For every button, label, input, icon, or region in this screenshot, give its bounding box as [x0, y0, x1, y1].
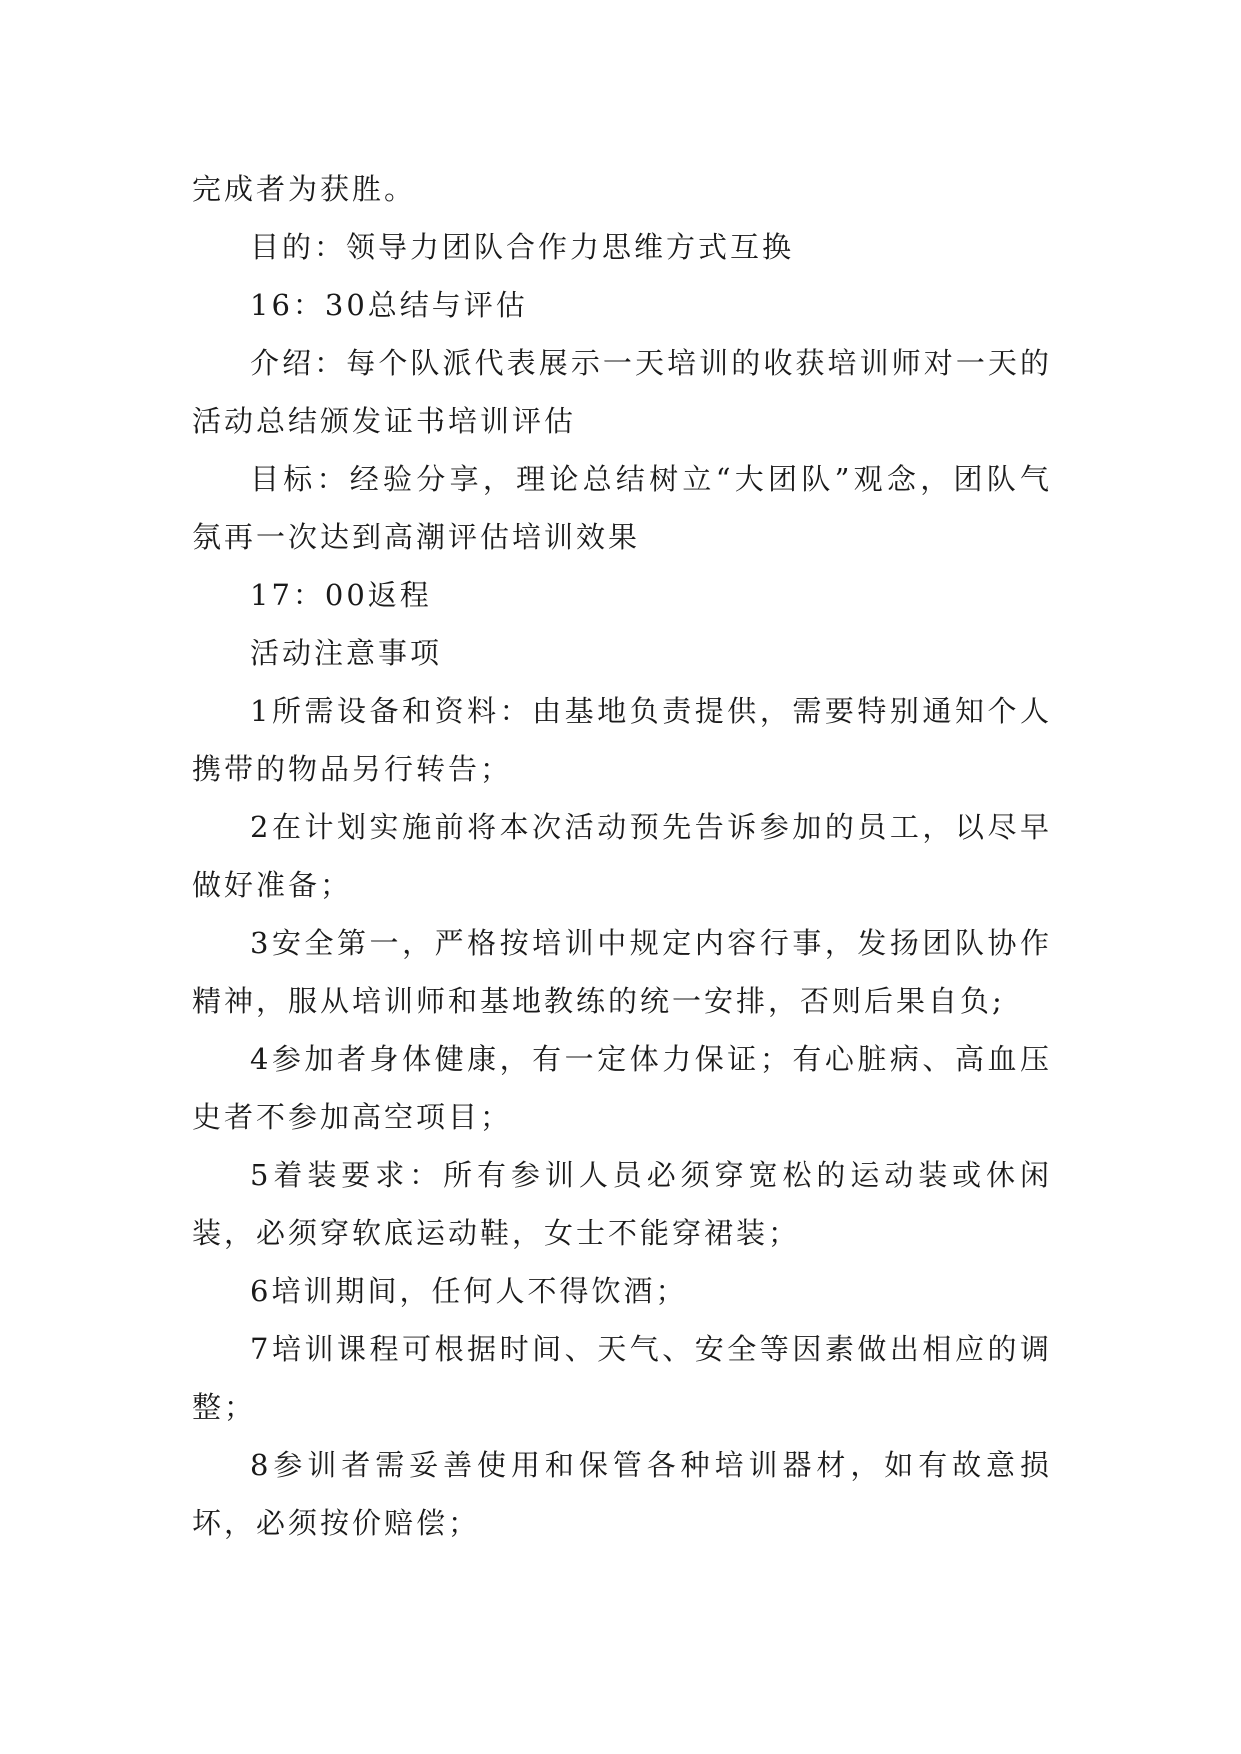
note-item-1: 1所需设备和资料：由基地负责提供，需要特别通知个人携带的物品另行转告； — [192, 694, 1052, 786]
paragraph-time-1630: 16：30总结与评估 — [250, 288, 528, 322]
note-item-8: 8参训者需妥善使用和保管各种培训器材，如有故意损坏，必须按价赔偿； — [192, 1448, 1052, 1540]
note-item-3: 3安全第一，严格按培训中规定内容行事，发扬团队协作精神，服从培训师和基地教练的统一安排，否则后果自负; — [192, 926, 1052, 1018]
note-item-4: 4参加者身体健康，有一定体力保证；有心脏病、高血压史者不参加高空项目； — [192, 1042, 1052, 1134]
note-item-7: 7培训课程可根据时间、天气、安全等因素做出相应的调整； — [192, 1332, 1052, 1424]
paragraph-continuation: 完成者为获胜。 — [192, 172, 417, 206]
section-heading-notes: 活动注意事项 — [250, 636, 443, 670]
paragraph-time-1700: 17：00返程 — [250, 578, 432, 612]
note-item-2: 2在计划实施前将本次活动预先告诉参加的员工，以尽早做好准备； — [192, 810, 1052, 902]
note-item-6: 6培训期间，任何人不得饮酒； — [250, 1274, 688, 1308]
paragraph-introduction: 介绍：每个队派代表展示一天培训的收获培训师对一天的活动总结颁发证书培训评估 — [192, 346, 1052, 438]
paragraph-purpose: 目的：领导力团队合作力思维方式互换 — [250, 230, 795, 264]
document-page — [192, 160, 1052, 1552]
paragraph-goal: 目标：经验分享，理论总结树立“大团队”观念，团队气氛再一次达到高潮评估培训效果 — [192, 462, 1052, 554]
note-item-5: 5着装要求：所有参训人员必须穿宽松的运动装或休闲装，必须穿软底运动鞋，女士不能穿裙装； — [192, 1158, 1052, 1250]
